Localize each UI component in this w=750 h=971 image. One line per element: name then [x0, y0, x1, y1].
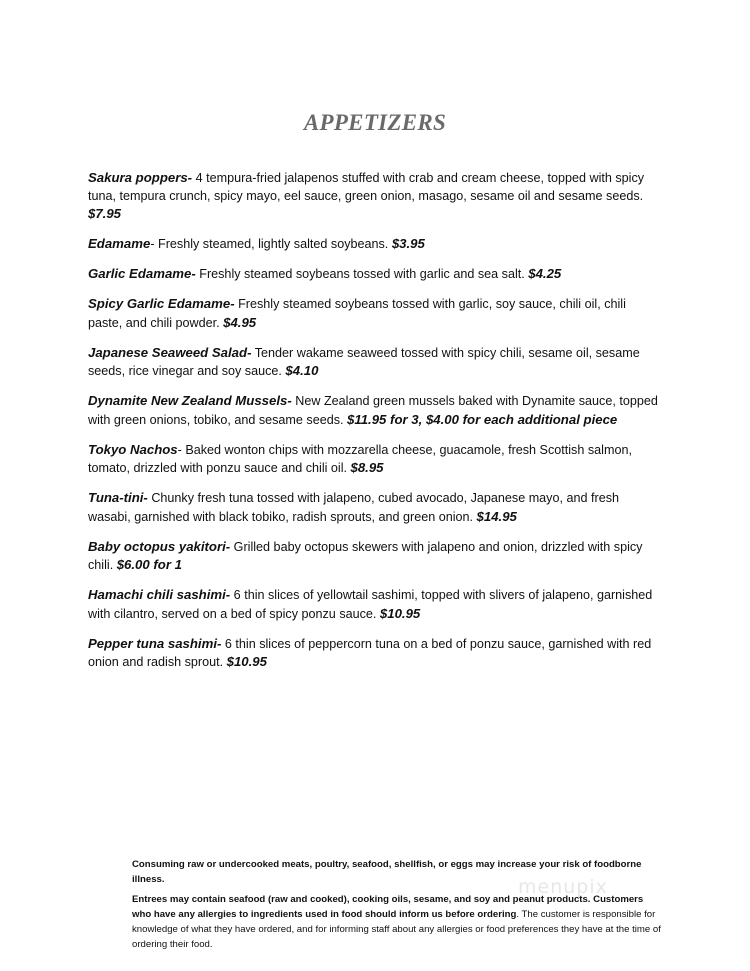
allergy-notice-text: . The customer is responsible for knowledge of what they have ordered, and for informing staff about any allergies or food preferences they have at the time of ordering their food. — [132, 909, 661, 950]
menu-item — [88, 538, 663, 575]
menu-item — [88, 489, 663, 526]
item-name: Sakura poppers- — [88, 170, 193, 185]
menu-item — [88, 392, 663, 429]
item-price: $3.95 — [391, 236, 425, 251]
menu-item — [88, 295, 663, 332]
item-description: Freshly steamed soybeans tossed with garlic, soy sauce, chili oil, chili paste, and chili powder. — [88, 297, 626, 330]
item-description: 6 thin slices of peppercorn tuna on a bed of ponzu sauce, garnished with red onion and radish sprout. — [88, 636, 652, 669]
item-description: - Freshly steamed, lightly salted soybeans. — [150, 237, 392, 251]
item-price: $10.95 — [379, 605, 421, 621]
menu-item — [88, 265, 663, 284]
menu-item — [88, 586, 663, 623]
item-name: Spicy Garlic Edamame- — [88, 296, 235, 311]
footer-disclaimer — [132, 857, 662, 957]
item-price: $4.10 — [285, 363, 319, 378]
item-price: $14.95 — [476, 508, 517, 524]
item-description: Grilled baby octopus skewers with jalapeno and onion, drizzled with spicy chili. — [88, 539, 643, 572]
item-description: New Zealand green mussels baked with Dynamite sauce, topped with green onions, tobiko, and sesame seeds. — [88, 394, 658, 427]
item-description: Freshly steamed soybeans tossed with garlic and sea salt. — [195, 267, 529, 281]
item-name: Edamame — [88, 236, 151, 251]
item-name: Tokyo Nachos — [88, 441, 178, 457]
item-description: Chunky fresh tuna tossed with jalapeno, cubed avocado, Japanese mayo, and fresh wasabi, garnished with black tobiko, radish sprouts, and green onion. — [88, 491, 619, 524]
watermark-logo: menupix — [518, 876, 608, 898]
item-name: Hamachi chili sashimi- — [88, 587, 231, 602]
allergy-notice-bold: Entrees may contain seafood (raw and cooked), cooking oils, sesame, and soy and peanut products. Customers who have any allergies to ingredients used in food should inform us before ordering — [132, 894, 644, 920]
item-description: Tender wakame seaweed tossed with spicy chili, sesame oil, sesame seeds, rice vinegar and soy sauce. — [88, 345, 640, 378]
menu-item — [88, 169, 663, 224]
allergy-notice — [132, 892, 662, 952]
item-price: $11.95 for 3, $4.00 for each additional piece — [347, 411, 618, 427]
appetizer-list — [88, 169, 663, 683]
item-price: $4.95 — [223, 314, 257, 330]
menu-item — [88, 441, 663, 478]
item-name: Garlic Edamame- — [88, 266, 196, 281]
item-name: Pepper tuna sashimi- — [88, 635, 222, 651]
item-price: $4.25 — [528, 266, 562, 281]
item-price: $6.00 for 1 — [116, 557, 182, 572]
menu-item — [88, 344, 663, 381]
item-price: $8.95 — [350, 460, 384, 475]
item-name: Dynamite New Zealand Mussels- — [88, 393, 292, 408]
item-price: $7.95 — [88, 206, 122, 221]
page-title: APPETIZERS — [303, 110, 447, 135]
menu-item — [88, 235, 663, 254]
item-description: 6 thin slices of yellowtail sashimi, topped with slivers of jalapeno, garnished with cilantro, served on a bed of spicy ponzu sauce. — [88, 588, 653, 621]
item-description: - Baked wonton chips with mozzarella cheese, guacamole, fresh Scottish salmon, tomato, drizzled with ponzu sauce and chili oil. — [88, 442, 632, 475]
item-name: Japanese Seaweed Salad- — [88, 344, 252, 360]
item-name: Tuna-tini- — [88, 490, 148, 505]
item-name: Baby octopus yakitori- — [88, 538, 231, 554]
food-safety-warning: Consuming raw or undercooked meats, poultry, seafood, shellfish, or eggs may increase your risk of foodborne illness. — [132, 859, 642, 885]
menu-item — [88, 635, 663, 672]
item-price: $10.95 — [226, 654, 267, 669]
item-description: 4 tempura-fried jalapenos stuffed with crab and cream cheese, topped with spicy tuna, tempura crunch, spicy mayo, eel sauce, green onion, masago, sesame oil and sesame seeds. — [88, 171, 645, 203]
